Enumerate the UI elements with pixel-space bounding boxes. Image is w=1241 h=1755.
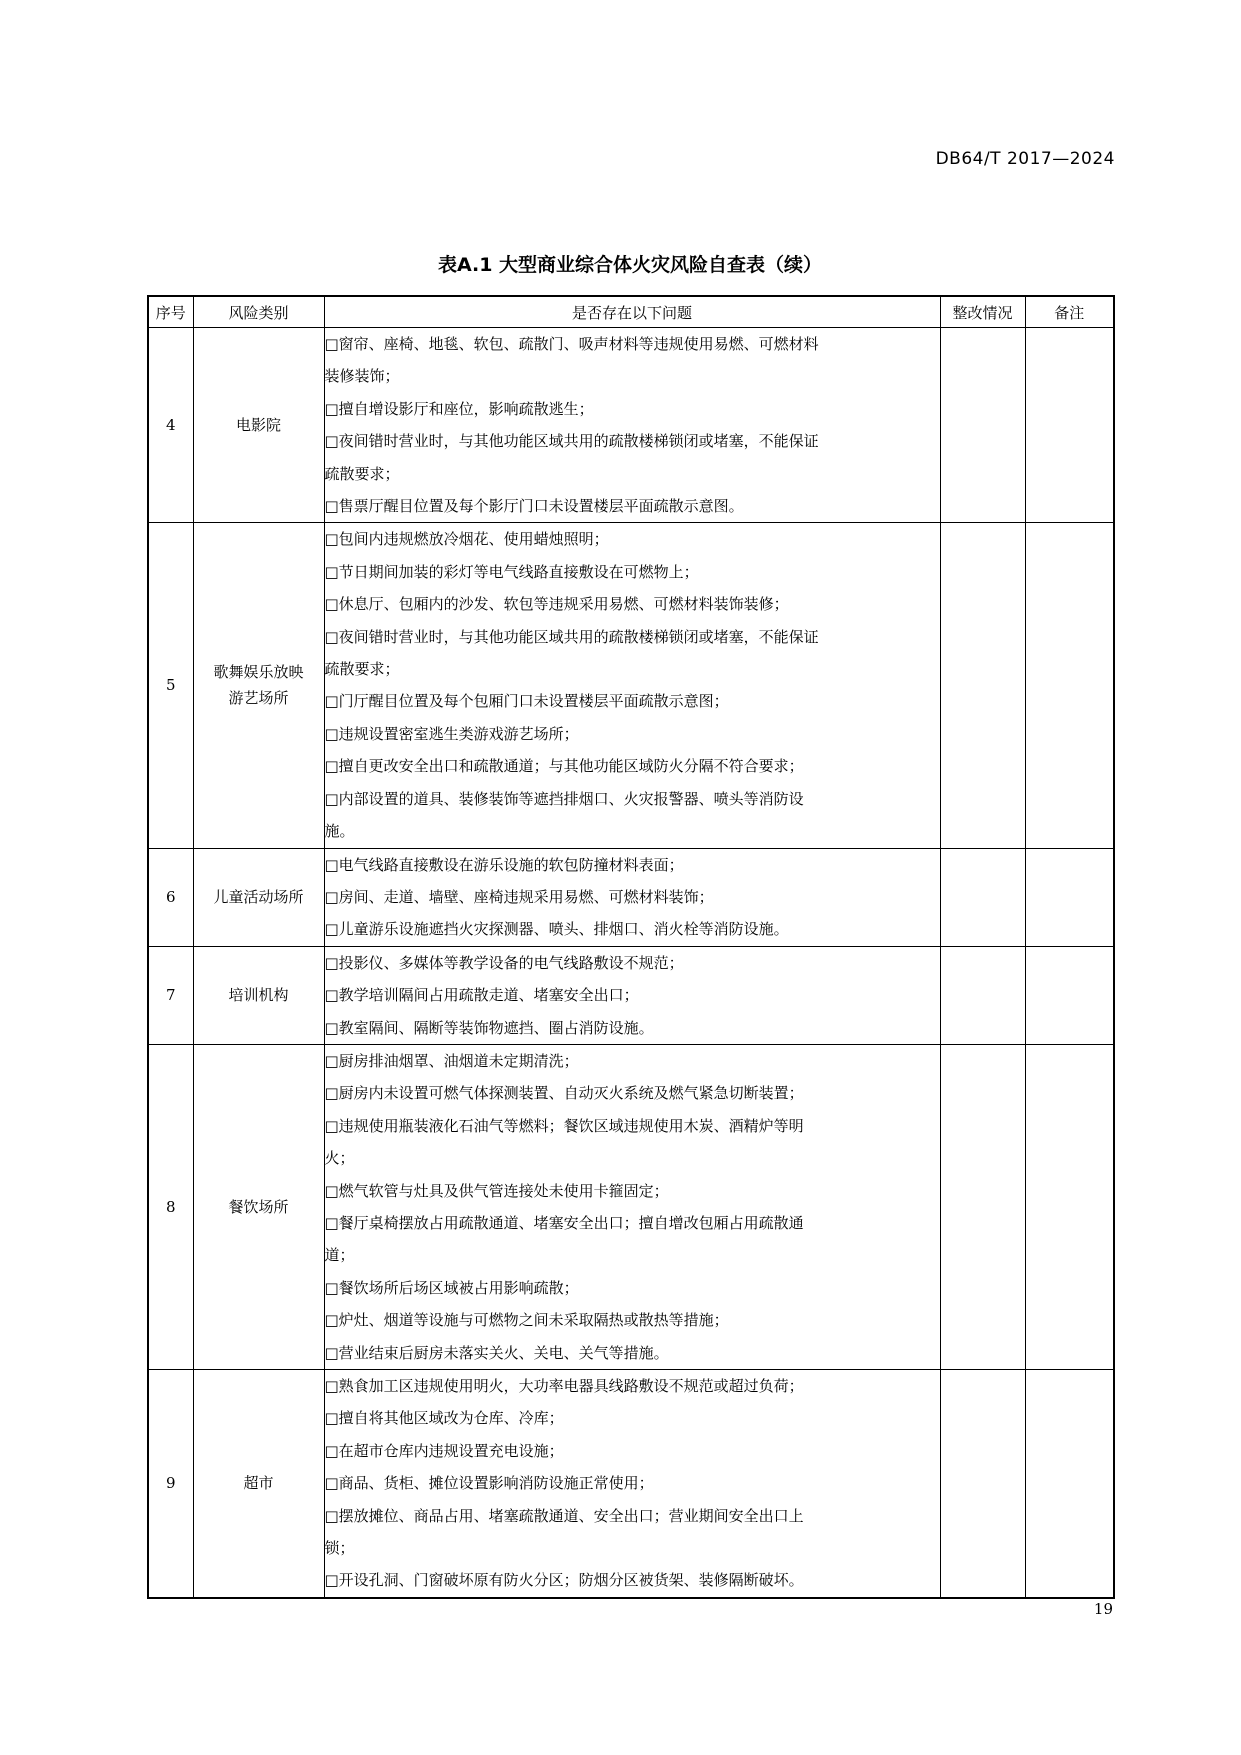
issue-line: □擅自增设影厅和座位，影响疏散逃生； <box>324 399 594 418</box>
remarks-cell[interactable] <box>1025 328 1114 523</box>
risk-category <box>193 848 324 946</box>
column-header-remarks: 备注 <box>1025 296 1114 328</box>
issue-line: 疏散要求； <box>324 464 400 483</box>
issue-line: □商品、货柜、摊位设置影响消防设施正常使用； <box>324 1474 654 1493</box>
issue-line: □教室隔间、隔断等装饰物遮挡、圈占消防设施。 <box>324 1018 654 1037</box>
table-row <box>148 1044 1114 1369</box>
issue-line: 疏散要求； <box>324 660 400 679</box>
issue-list <box>324 1044 940 1369</box>
remarks-cell[interactable] <box>1025 946 1114 1044</box>
issue-line: □厨房排油烟罩、油烟道未定期清洗； <box>324 1051 579 1070</box>
risk-category-line: 培训机构 <box>228 986 289 1005</box>
rectification-cell[interactable] <box>940 523 1025 848</box>
table-row <box>148 946 1114 1044</box>
issue-line: □夜间错时营业时，与其他功能区域共用的疏散楼梯锁闭或堵塞，不能保证 <box>324 627 819 646</box>
row-number: 5 <box>148 523 193 848</box>
rectification-cell[interactable] <box>940 946 1025 1044</box>
risk-category <box>193 1370 324 1598</box>
issue-list <box>324 523 940 848</box>
issue-line: □节日期间加装的彩灯等电气线路直接敷设在可燃物上； <box>324 562 699 581</box>
rectification-cell[interactable] <box>940 328 1025 523</box>
issue-line: □餐厅桌椅摆放占用疏散通道、堵塞安全出口；擅自增改包厢占用疏散通 <box>324 1213 804 1232</box>
issue-line: □违规设置密室逃生类游戏游艺场所； <box>324 724 579 743</box>
issue-line: □营业结束后厨房未落实关火、关电、关气等措施。 <box>324 1343 669 1362</box>
issue-line: □摆放摊位、商品占用、堵塞疏散通道、安全出口；营业期间安全出口上 <box>324 1506 804 1525</box>
risk-category-line: 电影院 <box>235 416 281 435</box>
issue-line: □儿童游乐设施遮挡火灾探测器、喷头、排烟口、消火栓等消防设施。 <box>324 920 789 939</box>
issue-list <box>324 946 940 1044</box>
column-header-issues: 是否存在以下问题 <box>324 296 940 328</box>
issue-line: □熟食加工区违规使用明火，大功率电器具线路敷设不规范或超过负荷； <box>324 1377 804 1395</box>
issue-line: □厨房内未设置可燃气体探测装置、自动灭火系统及燃气紧急切断装置； <box>324 1084 804 1103</box>
issue-line: 道； <box>324 1246 355 1265</box>
issue-line: □燃气软管与灶具及供气管连接处未使用卡箍固定； <box>324 1181 669 1200</box>
column-header-rectification: 整改情况 <box>940 296 1025 328</box>
rectification-cell[interactable] <box>940 848 1025 946</box>
issue-line: □休息厅、包厢内的沙发、软包等违规采用易燃、可燃材料装饰装修； <box>324 595 789 614</box>
issue-line: □电气线路直接敷设在游乐设施的软包防撞材料表面； <box>324 855 684 874</box>
issue-list <box>324 328 940 523</box>
issue-line: □内部设置的道具、装修装饰等遮挡排烟口、火灾报警器、喷头等消防设 <box>324 789 804 808</box>
risk-category <box>193 946 324 1044</box>
issue-line: □教学培训隔间占用疏散走道、堵塞安全出口； <box>324 986 639 1005</box>
issue-line: □售票厅醒目位置及每个影厅门口未设置楼层平面疏散示意图。 <box>324 497 744 516</box>
issue-line: 火； <box>324 1149 355 1168</box>
risk-category-line: 儿童活动场所 <box>213 888 304 907</box>
rectification-cell[interactable] <box>940 1044 1025 1369</box>
table-row <box>148 1370 1114 1598</box>
row-number: 7 <box>148 946 193 1044</box>
row-number: 6 <box>148 848 193 946</box>
issue-line: □擅自将其他区域改为仓库、冷库； <box>324 1409 564 1428</box>
issue-line: □餐饮场所后场区域被占用影响疏散； <box>324 1278 579 1297</box>
risk-category <box>193 1044 324 1369</box>
risk-category-line: 餐饮场所 <box>228 1197 289 1216</box>
risk-category <box>193 328 324 523</box>
rectification-cell[interactable] <box>940 1370 1025 1598</box>
row-number: 9 <box>148 1370 193 1598</box>
row-number: 8 <box>148 1044 193 1369</box>
issue-line: □开设孔洞、门窗破坏原有防火分区；防烟分区被货架、装修隔断破坏。 <box>324 1571 804 1590</box>
issue-line: □炉灶、烟道等设施与可燃物之间未采取隔热或散热等措施； <box>324 1311 729 1330</box>
page-number: 19 <box>1093 1600 1113 1618</box>
table-row <box>148 328 1114 523</box>
issue-line: □窗帘、座椅、地毯、软包、疏散门、吸声材料等违规使用易燃、可燃材料 <box>324 335 819 353</box>
table-row <box>148 848 1114 946</box>
risk-category <box>193 523 324 848</box>
issue-line: □夜间错时营业时，与其他功能区域共用的疏散楼梯锁闭或堵塞，不能保证 <box>324 432 819 451</box>
remarks-cell[interactable] <box>1025 1044 1114 1369</box>
remarks-cell[interactable] <box>1025 523 1114 848</box>
issue-line: 装修装饰； <box>324 367 400 386</box>
issue-line: □擅自更改安全出口和疏散通道；与其他功能区域防火分隔不符合要求； <box>324 757 804 776</box>
risk-checklist-table <box>147 295 1115 1599</box>
issue-line: □包间内违规燃放冷烟花、使用蜡烛照明； <box>324 530 609 549</box>
document-code: DB64/T 2017—2024 <box>935 149 1115 169</box>
risk-category-line: 游艺场所 <box>228 689 289 708</box>
issue-line: □违规使用瓶装液化石油气等燃料；餐饮区域违规使用木炭、酒精炉等明 <box>324 1116 804 1135</box>
issue-line: □投影仪、多媒体等教学设备的电气线路敷设不规范； <box>324 953 684 972</box>
issue-line: 锁； <box>324 1539 355 1558</box>
risk-category-line: 超市 <box>243 1474 274 1493</box>
remarks-cell[interactable] <box>1025 1370 1114 1598</box>
column-header-category: 风险类别 <box>193 296 324 328</box>
issue-line: □门厅醒目位置及每个包厢门口未设置楼层平面疏散示意图； <box>324 692 729 711</box>
issue-list <box>324 1370 940 1598</box>
table-body <box>148 328 1114 1598</box>
table-header-row <box>148 296 1114 328</box>
issue-line: □房间、走道、墙壁、座椅违规采用易燃、可燃材料装饰； <box>324 887 714 906</box>
remarks-cell[interactable] <box>1025 848 1114 946</box>
risk-category-line: 歌舞娱乐放映 <box>213 663 304 682</box>
issue-line: 施。 <box>324 822 355 841</box>
row-number: 4 <box>148 328 193 523</box>
table-title: 表A.1 大型商业综合体火灾风险自查表（续） <box>437 254 823 276</box>
table-row <box>148 523 1114 848</box>
issue-line: □在超市仓库内违规设置充电设施； <box>324 1441 564 1460</box>
column-header-number: 序号 <box>148 296 193 328</box>
issue-list <box>324 848 940 946</box>
